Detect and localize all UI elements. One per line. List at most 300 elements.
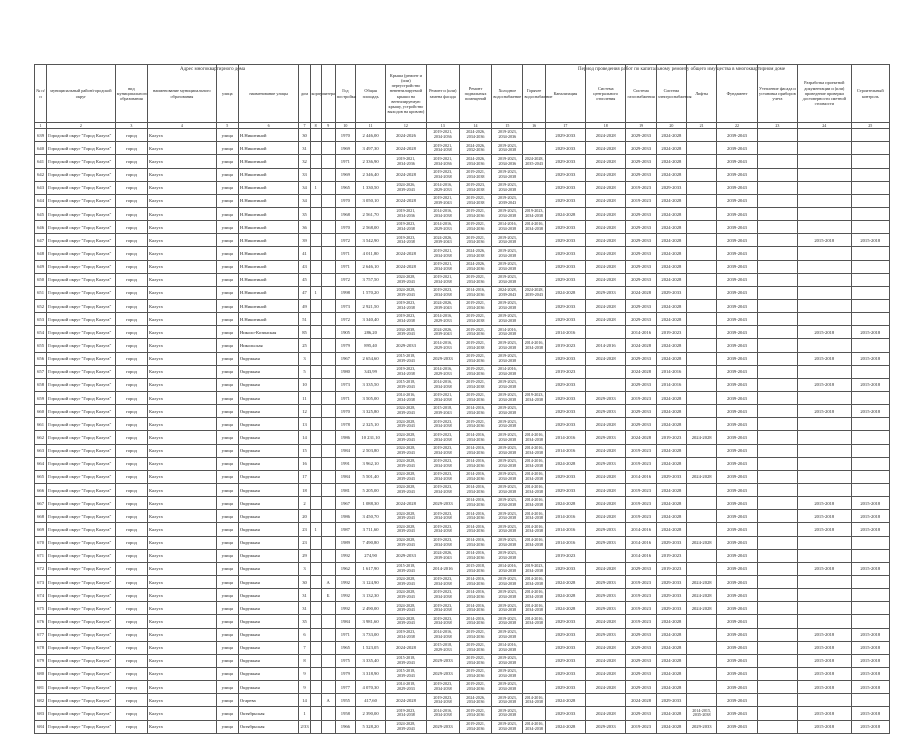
municipality-name-cell: Калуга: [148, 457, 217, 470]
electricity-cell: 2024-2028: [656, 313, 686, 326]
row-number-cell: 663: [35, 444, 47, 457]
construction-control-cell: 2015-2018: [851, 720, 889, 733]
municipality-type-cell: город: [115, 431, 147, 444]
insulation-metering-cell: [757, 155, 797, 168]
construction-control-cell: [851, 168, 889, 181]
municipality-name-cell: Калуга: [148, 273, 217, 286]
basement-repair-cell: 2019-2021, 2034-2036: [459, 418, 491, 431]
construction-control-cell: [851, 273, 889, 286]
letter-cell: [321, 326, 335, 339]
building-cell: [310, 155, 321, 168]
municipality-type-cell: город: [115, 181, 147, 194]
cold-water-cell: 2019-2023, 2034-2038: [492, 431, 523, 444]
insulation-metering-cell: [757, 431, 797, 444]
total-area-cell: 2 561,70: [355, 208, 385, 221]
basement-repair-cell: 2024-2026, 2034-2038: [459, 247, 491, 260]
heating-cell: 2024-2028: [586, 234, 626, 247]
building-cell: [310, 628, 321, 641]
address-group-caption: Адрес многоквартирного дома: [180, 67, 246, 72]
heating-cell: 2029-2033: [586, 536, 626, 549]
street-name-cell: Н.Никитиной: [238, 234, 299, 247]
design-documentation-cell: [798, 602, 852, 615]
electricity-cell: 2029-2033: [656, 575, 686, 588]
heating-cell: 2024-2028: [586, 168, 626, 181]
street-name-cell: Окружная: [238, 575, 299, 588]
insulation-metering-cell: [757, 536, 797, 549]
basement-repair-cell: 2019-2023, 2034-2038: [459, 181, 491, 194]
basement-repair-cell: 2019-2021, 2034-2036: [459, 352, 491, 365]
municipality-type-cell: город: [115, 273, 147, 286]
district-cell: Городской округ "Город Калуга": [47, 602, 116, 615]
municipality-name-cell: Калуга: [148, 326, 217, 339]
elevators-cell: [687, 378, 717, 391]
row-number-cell: 649: [35, 260, 47, 273]
build-year-cell: 1984: [335, 444, 355, 457]
district-cell: Городской округ "Город Калуга": [47, 549, 116, 562]
row-number-cell: 671: [35, 549, 47, 562]
basement-repair-cell: 2014-2016, 2034-2036: [459, 615, 491, 628]
gas-supply-cell: 2019-2023: [626, 575, 656, 588]
column-header: корпус: [310, 65, 321, 123]
hot-water-cell: [523, 300, 545, 313]
heating-cell: 2024-2028: [586, 273, 626, 286]
hot-water-cell: 2014-2016, 2034-2038: [523, 720, 545, 733]
foundation-cell: 2039-2043: [717, 628, 757, 641]
street-type-cell: улица: [216, 313, 238, 326]
electricity-cell: 2024-2028: [656, 641, 686, 654]
hot-water-cell: [523, 313, 545, 326]
house-number-cell: 18: [299, 484, 310, 497]
total-area-cell: 2 568,00: [355, 221, 385, 234]
elevators-cell: [687, 247, 717, 260]
electricity-cell: 2024-2028: [656, 681, 686, 694]
gas-supply-cell: 2019-2023: [626, 484, 656, 497]
foundation-cell: 2039-2043: [717, 575, 757, 588]
municipality-type-cell: город: [115, 168, 147, 181]
building-cell: [310, 326, 321, 339]
street-type-cell: улица: [216, 615, 238, 628]
facade-repair-cell: 2019-2023, 2034-2038: [426, 168, 459, 181]
insulation-metering-cell: [757, 273, 797, 286]
row-number-cell: 673: [35, 575, 47, 588]
build-year-cell: 1970: [335, 194, 355, 207]
design-documentation-cell: 2015-2018: [798, 497, 852, 510]
basement-repair-cell: 2014-2016, 2034-2036: [459, 523, 491, 536]
row-number-cell: 662: [35, 431, 47, 444]
foundation-cell: 2039-2043: [717, 247, 757, 260]
capital-repair-table-sheet: [34, 64, 890, 734]
foundation-cell: 2039-2043: [717, 667, 757, 680]
cold-water-cell: 2019-2023, 2034-2038: [492, 418, 523, 431]
total-area-cell: 4 070,30: [355, 681, 385, 694]
electricity-cell: 2024-2028: [656, 129, 686, 142]
hot-water-cell: [523, 260, 545, 273]
municipality-name-cell: Калуга: [148, 641, 217, 654]
elevators-cell: [687, 457, 717, 470]
build-year-cell: 1958: [335, 707, 355, 720]
basement-repair-cell: 2014-2016, 2034-2036: [459, 589, 491, 602]
street-name-cell: Окружная: [238, 457, 299, 470]
total-area-cell: 417,60: [355, 694, 385, 707]
building-cell: [310, 129, 321, 142]
letter-cell: А: [321, 575, 335, 588]
cold-water-cell: 2019-2023, 2034-2038: [492, 405, 523, 418]
build-year-cell: 1965: [335, 181, 355, 194]
sewerage-cell: 2029-2033: [545, 418, 585, 431]
column-header: Ремонт подвальных помещений: [459, 65, 491, 123]
table-row: [35, 221, 890, 234]
hot-water-cell: [523, 194, 545, 207]
municipality-name-cell: Калуга: [148, 129, 217, 142]
building-cell: [310, 602, 321, 615]
hot-water-cell: [523, 234, 545, 247]
construction-control-cell: [851, 470, 889, 483]
design-documentation-cell: 2015-2018: [798, 510, 852, 523]
cold-water-cell: 2024-2028, 2039-2043: [492, 286, 523, 299]
elevators-cell: [687, 352, 717, 365]
heating-cell: 2024-2028: [586, 260, 626, 273]
letter-cell: [321, 208, 335, 221]
street-name-cell: Окружная: [238, 654, 299, 667]
total-area-cell: 3 542,90: [355, 234, 385, 247]
build-year-cell: 1973: [335, 378, 355, 391]
roof-repair-cell: 2029-2033: [386, 549, 426, 562]
gas-supply-cell: 2029-2033: [626, 378, 656, 391]
district-cell: Городской округ "Город Калуга": [47, 562, 116, 575]
elevators-cell: [687, 313, 717, 326]
build-year-cell: 1979: [335, 667, 355, 680]
build-year-cell: 1986: [335, 510, 355, 523]
municipality-name-cell: Калуга: [148, 575, 217, 588]
construction-control-cell: 2015-2018: [851, 641, 889, 654]
build-year-cell: 1966: [335, 720, 355, 733]
foundation-cell: 2039-2043: [717, 339, 757, 352]
row-number-cell: 659: [35, 392, 47, 405]
building-cell: [310, 313, 321, 326]
design-documentation-cell: [798, 194, 852, 207]
municipality-type-cell: город: [115, 523, 147, 536]
street-type-cell: улица: [216, 628, 238, 641]
row-number-cell: 652: [35, 300, 47, 313]
build-year-cell: 1991: [335, 457, 355, 470]
letter-cell: [321, 628, 335, 641]
design-documentation-cell: 2015-2018: [798, 681, 852, 694]
basement-repair-cell: 2019-2021, 2034-2036: [459, 392, 491, 405]
building-cell: [310, 694, 321, 707]
facade-repair-cell: 2019-2023, 2034-2038: [426, 484, 459, 497]
gas-supply-cell: 2024-2028: [626, 339, 656, 352]
municipality-type-cell: город: [115, 405, 147, 418]
heating-cell: 2024-2028: [586, 352, 626, 365]
cold-water-cell: 2019-2023, 2034-2038: [492, 313, 523, 326]
cold-water-cell: 2019-2023, 2034-2038: [492, 484, 523, 497]
table-row: [35, 615, 890, 628]
municipality-type-cell: город: [115, 457, 147, 470]
basement-repair-cell: 2024-2026, 2034-2036: [459, 129, 491, 142]
house-number-cell: 35: [299, 208, 310, 221]
municipality-name-cell: Калуга: [148, 431, 217, 444]
heating-cell: 2024-2028: [586, 418, 626, 431]
electricity-cell: 2024-2028: [656, 339, 686, 352]
municipality-name-cell: Калуга: [148, 549, 217, 562]
roof-repair-cell: 2024-2028, 2039-2043: [386, 589, 426, 602]
column-number: 7: [299, 123, 310, 129]
municipality-name-cell: Калуга: [148, 247, 217, 260]
hot-water-cell: 2014-2016, 2034-2038: [523, 523, 545, 536]
column-header: улица: [216, 65, 238, 123]
construction-control-cell: [851, 575, 889, 588]
roof-repair-cell: 2019-2021, 2034-2036: [386, 155, 426, 168]
heating-cell: 2024-2028: [586, 654, 626, 667]
build-year-cell: 1992: [335, 549, 355, 562]
cold-water-cell: 2019-2023, 2034-2038: [492, 707, 523, 720]
build-year-cell: 1969: [335, 168, 355, 181]
cold-water-cell: 2019-2023, 2034-2038: [492, 444, 523, 457]
letter-cell: [321, 681, 335, 694]
letter-cell: [321, 523, 335, 536]
cold-water-cell: 2019-2023, 2034-2036: [492, 155, 523, 168]
cold-water-cell: 2019-2023, 2034-2038: [492, 536, 523, 549]
row-number-cell: 644: [35, 194, 47, 207]
house-number-cell: 45: [299, 273, 310, 286]
sewerage-cell: 2029-2033: [545, 562, 585, 575]
street-type-cell: улица: [216, 286, 238, 299]
elevators-cell: [687, 418, 717, 431]
roof-repair-cell: 2024-2028, 2039-2043: [386, 720, 426, 733]
letter-cell: [321, 181, 335, 194]
foundation-cell: 2039-2043: [717, 602, 757, 615]
column-header: литера: [321, 65, 335, 123]
house-number-cell: 31: [299, 589, 310, 602]
street-type-cell: улица: [216, 484, 238, 497]
roof-repair-cell: 2014-2018, 2029-2033: [386, 681, 426, 694]
municipality-type-cell: город: [115, 339, 147, 352]
municipality-name-cell: Калуга: [148, 523, 217, 536]
elevators-cell: [687, 273, 717, 286]
hot-water-cell: [523, 273, 545, 286]
sewerage-cell: 2014-2016: [545, 510, 585, 523]
facade-repair-cell: 2029-2033: [426, 720, 459, 733]
letter-cell: [321, 313, 335, 326]
cold-water-cell: 2019-2023, 2034-2038: [492, 575, 523, 588]
letter-cell: [321, 273, 335, 286]
elevators-cell: [687, 300, 717, 313]
electricity-cell: 2024-2028: [656, 457, 686, 470]
electricity-cell: 2014-2016: [656, 365, 686, 378]
gas-supply-cell: 2019-2023: [626, 392, 656, 405]
letter-cell: [321, 392, 335, 405]
table-row: [35, 326, 890, 339]
elevators-cell: [687, 523, 717, 536]
hot-water-cell: [523, 352, 545, 365]
table-row: [35, 392, 890, 405]
gas-supply-cell: 2029-2033: [626, 129, 656, 142]
house-number-cell: 31: [299, 602, 310, 615]
foundation-cell: 2039-2043: [717, 181, 757, 194]
facade-repair-cell: 2024-2026, 2039-2043: [426, 326, 459, 339]
total-area-cell: 3 497,30: [355, 142, 385, 155]
district-cell: Городской округ "Город Калуга": [47, 444, 116, 457]
district-cell: Городской округ "Город Калуга": [47, 536, 116, 549]
construction-control-cell: [851, 129, 889, 142]
house-number-cell: 47: [299, 286, 310, 299]
total-area-cell: 3 962,10: [355, 457, 385, 470]
table-row: [35, 628, 890, 641]
gas-supply-cell: 2029-2033: [626, 273, 656, 286]
street-name-cell: Окружная: [238, 378, 299, 391]
sewerage-cell: 2029-2033: [545, 654, 585, 667]
design-documentation-cell: 2015-2018: [798, 523, 852, 536]
cold-water-cell: 2019-2023, 2034-2038: [492, 234, 523, 247]
street-type-cell: улица: [216, 641, 238, 654]
construction-control-cell: [851, 457, 889, 470]
elevators-cell: 2024-2028: [687, 589, 717, 602]
cold-water-cell: 2019-2023, 2034-2038: [492, 510, 523, 523]
build-year-cell: 1984: [335, 615, 355, 628]
build-year-cell: 1979: [335, 339, 355, 352]
heating-cell: 2029-2033: [586, 392, 626, 405]
municipality-type-cell: город: [115, 575, 147, 588]
municipality-type-cell: город: [115, 497, 147, 510]
roof-repair-cell: 2024-2028, 2039-2043: [386, 273, 426, 286]
house-number-cell: 23: [299, 536, 310, 549]
roof-repair-cell: 2034-2038, 2039-2043: [386, 326, 426, 339]
row-number-cell: 677: [35, 628, 47, 641]
row-number-cell: 672: [35, 562, 47, 575]
basement-repair-cell: 2019-2021, 2034-2036: [459, 234, 491, 247]
row-number-cell: 645: [35, 208, 47, 221]
table-row: [35, 589, 890, 602]
insulation-metering-cell: [757, 720, 797, 733]
sewerage-cell: 2029-2033: [545, 300, 585, 313]
house-number-cell: 11: [299, 392, 310, 405]
table-header-row: [35, 65, 890, 123]
hot-water-cell: [523, 549, 545, 562]
municipality-type-cell: город: [115, 615, 147, 628]
roof-repair-cell: 2029-2033: [386, 339, 426, 352]
construction-control-cell: [851, 286, 889, 299]
construction-control-cell: [851, 484, 889, 497]
construction-control-cell: [851, 194, 889, 207]
cold-water-cell: 2014-2016, 2034-2038: [492, 221, 523, 234]
municipality-type-cell: город: [115, 589, 147, 602]
roof-repair-cell: 2019-2023, 2034-2038: [386, 707, 426, 720]
house-number-cell: 14: [299, 431, 310, 444]
heating-cell: [586, 694, 626, 707]
basement-repair-cell: 2014-2016, 2034-2036: [459, 484, 491, 497]
municipality-name-cell: Калуга: [148, 418, 217, 431]
hot-water-cell: [523, 181, 545, 194]
electricity-cell: 2019-2023: [656, 326, 686, 339]
district-cell: Городской округ "Город Калуга": [47, 142, 116, 155]
electricity-cell: 2029-2033: [656, 470, 686, 483]
municipality-name-cell: Калуга: [148, 628, 217, 641]
basement-repair-cell: 2014-2016, 2034-2036: [459, 457, 491, 470]
table-row: [35, 575, 890, 588]
letter-cell: [321, 641, 335, 654]
letter-cell: [321, 129, 335, 142]
street-type-cell: улица: [216, 300, 238, 313]
column-header: Лифты: [687, 65, 717, 123]
house-number-cell: 9: [299, 667, 310, 680]
foundation-cell: 2039-2043: [717, 549, 757, 562]
cold-water-cell: 2019-2023, 2034-2038: [492, 602, 523, 615]
cold-water-cell: 2019-2023, 2034-2038: [492, 168, 523, 181]
total-area-cell: 5 328,20: [355, 720, 385, 733]
roof-repair-cell: 2024-2028, 2039-2043: [386, 470, 426, 483]
gas-supply-cell: 2019-2023: [626, 510, 656, 523]
works-group-caption: Период проведения работ по капитальному ремонту общего имущества в многоквартирном доме: [578, 67, 786, 72]
building-cell: [310, 221, 321, 234]
street-type-cell: улица: [216, 326, 238, 339]
row-number-cell: 651: [35, 286, 47, 299]
total-area-cell: 10 231,10: [355, 431, 385, 444]
basement-repair-cell: 2019-2021, 2034-2038: [459, 168, 491, 181]
foundation-cell: 2039-2043: [717, 326, 757, 339]
insulation-metering-cell: [757, 484, 797, 497]
cold-water-cell: 2014-2016, 2034-2038: [492, 562, 523, 575]
construction-control-cell: [851, 431, 889, 444]
building-cell: [310, 300, 321, 313]
column-header: Фундамент: [717, 65, 757, 123]
total-area-cell: 3 335,50: [355, 378, 385, 391]
cold-water-cell: 2019-2023, 2034-2038: [492, 549, 523, 562]
total-area-cell: 3 318,90: [355, 667, 385, 680]
gas-supply-cell: 2019-2023: [626, 589, 656, 602]
building-cell: [310, 470, 321, 483]
table-row: [35, 720, 890, 733]
total-area-cell: 2 646,10: [355, 260, 385, 273]
total-area-cell: 2 325,10: [355, 418, 385, 431]
district-cell: Городской округ "Город Калуга": [47, 234, 116, 247]
design-documentation-cell: 2015-2018: [798, 720, 852, 733]
district-cell: Городской округ "Город Калуга": [47, 497, 116, 510]
district-cell: Городской округ "Город Калуга": [47, 707, 116, 720]
insulation-metering-cell: [757, 326, 797, 339]
roof-repair-cell: 2014-2016, 2034-2038: [386, 392, 426, 405]
letter-cell: А: [321, 694, 335, 707]
total-area-cell: 2 336,90: [355, 155, 385, 168]
facade-repair-cell: 2024-2026, 2039-2043: [426, 549, 459, 562]
row-number-cell: 669: [35, 523, 47, 536]
foundation-cell: 2039-2043: [717, 457, 757, 470]
street-name-cell: Окружная: [238, 431, 299, 444]
street-name-cell: Окружная: [238, 589, 299, 602]
gas-supply-cell: 2029-2033: [626, 641, 656, 654]
building-cell: [310, 260, 321, 273]
build-year-cell: 1970: [335, 221, 355, 234]
row-number-cell: 657: [35, 365, 47, 378]
elevators-cell: [687, 365, 717, 378]
facade-repair-cell: 2019-2023, 2034-2038: [426, 286, 459, 299]
foundation-cell: 2039-2043: [717, 365, 757, 378]
street-type-cell: улица: [216, 523, 238, 536]
hot-water-cell: 2014-2016, 2034-2038: [523, 694, 545, 707]
design-documentation-cell: [798, 300, 852, 313]
basement-repair-cell: 2019-2021, 2034-2036: [459, 628, 491, 641]
build-year-cell: 1970: [335, 405, 355, 418]
house-number-cell: 20: [299, 510, 310, 523]
street-type-cell: улица: [216, 378, 238, 391]
sewerage-cell: 2029-2033: [545, 707, 585, 720]
build-year-cell: 1965: [335, 641, 355, 654]
basement-repair-cell: 2019-2021, 2034-2038: [459, 378, 491, 391]
letter-cell: [321, 300, 335, 313]
column-number: 23: [757, 123, 797, 129]
municipality-type-cell: город: [115, 720, 147, 733]
electricity-cell: 2024-2028: [656, 142, 686, 155]
design-documentation-cell: [798, 313, 852, 326]
